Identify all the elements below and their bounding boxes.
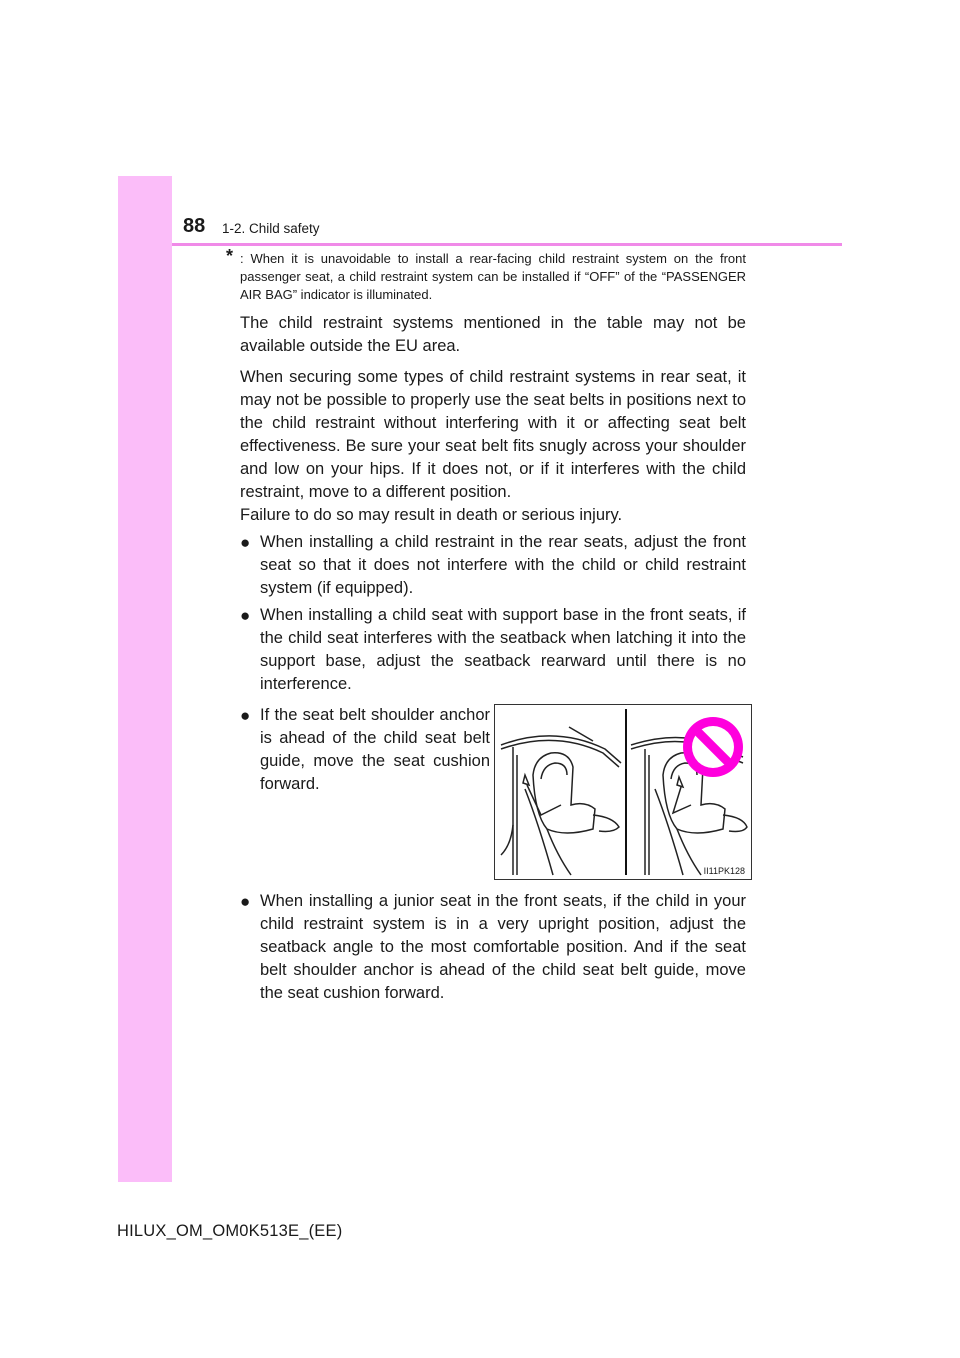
bullet-item-shoulder-anchor bbox=[240, 704, 490, 796]
side-color-band bbox=[118, 176, 172, 1182]
paragraph-availability: The child restraint systems mentioned in the table may not be available outside the EU area. bbox=[240, 314, 746, 355]
page-content bbox=[226, 246, 746, 1005]
bullet-item-rear-seats bbox=[240, 531, 746, 600]
footer-document-code: HILUX_OM_OM0K513E_(EE) bbox=[117, 1222, 343, 1240]
header-rule bbox=[172, 243, 842, 246]
bullet-with-figure bbox=[228, 704, 746, 884]
bullet-text: When installing a child seat with support base in the front seats, if the child seat interferes with the seatback when latching it into the support base, adjust the seatback rearward until there is no interference. bbox=[260, 606, 746, 693]
bullet-dot-icon: ● bbox=[240, 706, 251, 725]
bullet-text: When installing a junior seat in the front seats, if the child in your child restraint system is in a very upright position, adjust the seatback angle to the most comfortable position. And if the seat belt shoulder anchor is ahead of the child seat belt guide, move the seat cushion forward. bbox=[260, 892, 746, 1002]
bullet-text: When installing a child restraint in the rear seats, adjust the front seat so that it does not interfere with the child or child restraint system (if equipped). bbox=[260, 533, 746, 597]
bullet-item-junior-seat bbox=[240, 890, 746, 1005]
bullet-text: If the seat belt shoulder anchor is ahead of the child seat belt guide, move the seat cushion forward. bbox=[260, 706, 490, 793]
bullet-dot-icon: ● bbox=[240, 533, 251, 552]
seat-belt-illustration bbox=[494, 704, 752, 880]
footnote-text: : When it is unavoidable to install a rear-facing child restraint system on the front passenger seat, a child restraint system can be installed if “OFF” of the “PASSENGER AIR BAG” indicator is illuminated. bbox=[240, 251, 746, 302]
section-title: 1-2. Child safety bbox=[222, 221, 320, 236]
footnote bbox=[226, 246, 746, 304]
paragraph-warning: Failure to do so may result in death or serious injury. bbox=[240, 506, 623, 524]
car-seat-illustration-icon bbox=[495, 705, 751, 879]
bullet-item-support-base bbox=[240, 604, 746, 696]
bullet-dot-icon: ● bbox=[240, 892, 251, 911]
page-number: 88 bbox=[183, 215, 206, 237]
figure-code: II11PK128 bbox=[703, 866, 745, 876]
paragraph-rear-seat-belts: When securing some types of child restraint systems in rear seat, it may not be possible to properly use the seat belts in positions next to the child restraint without interfering with it or affecting seat belt effectiveness. Be sure your seat belt fits snugly across your shoulder and low on your hips. If it does not, or if it interferes with the child restraint, move to a different position. bbox=[240, 368, 746, 501]
footnote-marker: * bbox=[226, 246, 234, 266]
prohibited-icon bbox=[683, 717, 743, 777]
bullet-dot-icon: ● bbox=[240, 606, 251, 625]
